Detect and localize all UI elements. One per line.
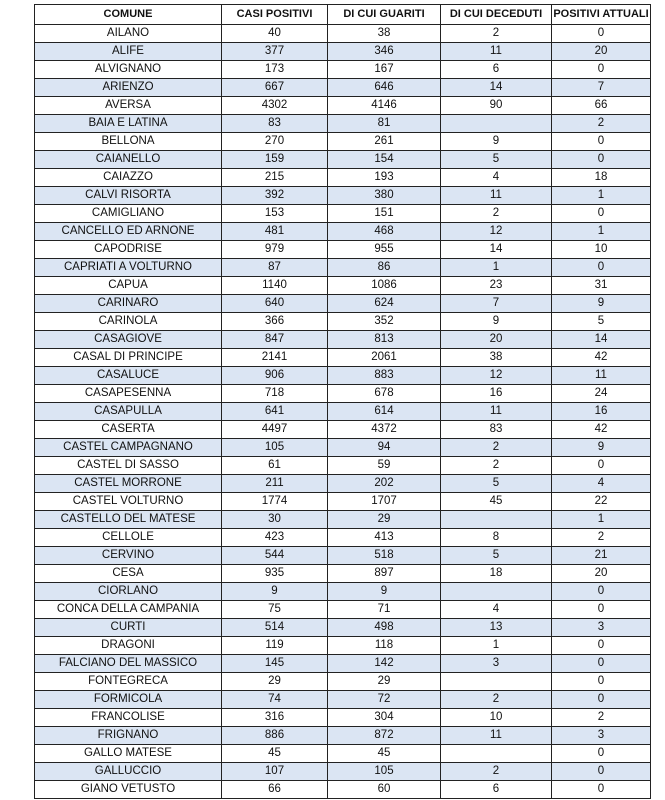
table-row bbox=[35, 511, 651, 529]
header-positivi-attuali: POSITIVI ATTUALI bbox=[552, 5, 651, 25]
cell-positivi-attuali: 16 bbox=[552, 403, 651, 421]
cell-casi-positivi: 270 bbox=[222, 133, 328, 151]
table-row bbox=[35, 673, 651, 691]
cell-deceduti: 10 bbox=[441, 709, 552, 727]
cell-positivi-attuali: 3 bbox=[552, 727, 651, 745]
cell-casi-positivi: 75 bbox=[222, 601, 328, 619]
cell-deceduti: 5 bbox=[441, 151, 552, 169]
header-guariti: DI CUI GUARITI bbox=[328, 5, 441, 25]
table-row bbox=[35, 241, 651, 259]
cell-casi-positivi: 718 bbox=[222, 385, 328, 403]
cell-positivi-attuali: 7 bbox=[552, 79, 651, 97]
cell-casi-positivi: 105 bbox=[222, 439, 328, 457]
table-row bbox=[35, 529, 651, 547]
cell-guariti: 352 bbox=[328, 313, 441, 331]
cell-deceduti: 5 bbox=[441, 475, 552, 493]
cell-positivi-attuali: 0 bbox=[552, 25, 651, 43]
cell-casi-positivi: 979 bbox=[222, 241, 328, 259]
cell-comune: FRANCOLISE bbox=[35, 709, 222, 727]
cell-deceduti: 6 bbox=[441, 781, 552, 799]
table-row bbox=[35, 349, 651, 367]
cell-positivi-attuali: 14 bbox=[552, 331, 651, 349]
cell-guariti: 71 bbox=[328, 601, 441, 619]
cell-comune: FONTEGRECA bbox=[35, 673, 222, 691]
cell-positivi-attuali: 42 bbox=[552, 421, 651, 439]
table-row bbox=[35, 637, 651, 655]
cell-positivi-attuali: 22 bbox=[552, 493, 651, 511]
table-row bbox=[35, 547, 651, 565]
cell-casi-positivi: 544 bbox=[222, 547, 328, 565]
cell-guariti: 38 bbox=[328, 25, 441, 43]
cell-casi-positivi: 2141 bbox=[222, 349, 328, 367]
cell-guariti: 518 bbox=[328, 547, 441, 565]
cell-deceduti: 18 bbox=[441, 565, 552, 583]
cell-guariti: 59 bbox=[328, 457, 441, 475]
cell-comune: GALLUCCIO bbox=[35, 763, 222, 781]
cell-guariti: 1086 bbox=[328, 277, 441, 295]
table-row bbox=[35, 205, 651, 223]
cell-casi-positivi: 61 bbox=[222, 457, 328, 475]
cell-comune: CAIAZZO bbox=[35, 169, 222, 187]
cell-deceduti: 9 bbox=[441, 313, 552, 331]
cell-guariti: 9 bbox=[328, 583, 441, 601]
cell-guariti: 81 bbox=[328, 115, 441, 133]
cell-positivi-attuali: 9 bbox=[552, 439, 651, 457]
table-row bbox=[35, 421, 651, 439]
cell-comune: CAIANELLO bbox=[35, 151, 222, 169]
cell-casi-positivi: 45 bbox=[222, 745, 328, 763]
table-row bbox=[35, 25, 651, 43]
cell-deceduti: 2 bbox=[441, 25, 552, 43]
cell-comune: CARINARO bbox=[35, 295, 222, 313]
table-row bbox=[35, 475, 651, 493]
cell-positivi-attuali: 0 bbox=[552, 781, 651, 799]
cell-deceduti bbox=[441, 583, 552, 601]
cell-comune: CASERTA bbox=[35, 421, 222, 439]
cell-deceduti: 45 bbox=[441, 493, 552, 511]
cell-casi-positivi: 906 bbox=[222, 367, 328, 385]
cell-guariti: 261 bbox=[328, 133, 441, 151]
cell-guariti: 60 bbox=[328, 781, 441, 799]
cell-guariti: 1707 bbox=[328, 493, 441, 511]
table-row bbox=[35, 277, 651, 295]
cell-deceduti: 5 bbox=[441, 547, 552, 565]
cell-deceduti bbox=[441, 115, 552, 133]
cell-comune: ALVIGNANO bbox=[35, 61, 222, 79]
cell-guariti: 413 bbox=[328, 529, 441, 547]
cell-deceduti: 11 bbox=[441, 187, 552, 205]
cell-comune: GIANO VETUSTO bbox=[35, 781, 222, 799]
cell-deceduti: 4 bbox=[441, 169, 552, 187]
cell-positivi-attuali: 1 bbox=[552, 223, 651, 241]
cell-positivi-attuali: 18 bbox=[552, 169, 651, 187]
cell-guariti: 498 bbox=[328, 619, 441, 637]
table-row bbox=[35, 331, 651, 349]
cell-casi-positivi: 87 bbox=[222, 259, 328, 277]
table-row bbox=[35, 187, 651, 205]
cell-guariti: 4372 bbox=[328, 421, 441, 439]
cell-deceduti: 2 bbox=[441, 457, 552, 475]
cell-deceduti: 12 bbox=[441, 223, 552, 241]
cell-deceduti: 14 bbox=[441, 79, 552, 97]
cell-comune: BAIA E LATINA bbox=[35, 115, 222, 133]
cell-comune: CASTEL VOLTURNO bbox=[35, 493, 222, 511]
cell-guariti: 614 bbox=[328, 403, 441, 421]
cell-casi-positivi: 935 bbox=[222, 565, 328, 583]
cell-casi-positivi: 366 bbox=[222, 313, 328, 331]
table-row bbox=[35, 691, 651, 709]
cell-casi-positivi: 153 bbox=[222, 205, 328, 223]
cell-deceduti: 1 bbox=[441, 259, 552, 277]
cell-deceduti: 2 bbox=[441, 205, 552, 223]
table-row bbox=[35, 295, 651, 313]
cell-deceduti: 11 bbox=[441, 43, 552, 61]
cell-positivi-attuali: 0 bbox=[552, 601, 651, 619]
cell-positivi-attuali: 0 bbox=[552, 259, 651, 277]
cell-comune: AVERSA bbox=[35, 97, 222, 115]
table-row bbox=[35, 763, 651, 781]
cell-deceduti: 11 bbox=[441, 403, 552, 421]
table-row bbox=[35, 457, 651, 475]
cell-positivi-attuali: 0 bbox=[552, 61, 651, 79]
cell-comune: CASTEL DI SASSO bbox=[35, 457, 222, 475]
cell-positivi-attuali: 31 bbox=[552, 277, 651, 295]
cell-guariti: 813 bbox=[328, 331, 441, 349]
cell-casi-positivi: 30 bbox=[222, 511, 328, 529]
table-row bbox=[35, 727, 651, 745]
cell-comune: CANCELLO ED ARNONE bbox=[35, 223, 222, 241]
cell-comune: CALVI RISORTA bbox=[35, 187, 222, 205]
cell-casi-positivi: 392 bbox=[222, 187, 328, 205]
cell-comune: CARINOLA bbox=[35, 313, 222, 331]
cell-casi-positivi: 514 bbox=[222, 619, 328, 637]
cell-guariti: 142 bbox=[328, 655, 441, 673]
cell-casi-positivi: 481 bbox=[222, 223, 328, 241]
cell-positivi-attuali: 11 bbox=[552, 367, 651, 385]
cell-positivi-attuali: 0 bbox=[552, 673, 651, 691]
cell-positivi-attuali: 66 bbox=[552, 97, 651, 115]
cell-guariti: 29 bbox=[328, 673, 441, 691]
table-row bbox=[35, 493, 651, 511]
table-row bbox=[35, 223, 651, 241]
table-row bbox=[35, 115, 651, 133]
cell-comune: CASAGIOVE bbox=[35, 331, 222, 349]
table-row bbox=[35, 565, 651, 583]
table-row bbox=[35, 169, 651, 187]
cell-guariti: 646 bbox=[328, 79, 441, 97]
cell-deceduti: 8 bbox=[441, 529, 552, 547]
cell-deceduti: 3 bbox=[441, 655, 552, 673]
table-row bbox=[35, 97, 651, 115]
table-row bbox=[35, 259, 651, 277]
cell-comune: CAPUA bbox=[35, 277, 222, 295]
cell-guariti: 154 bbox=[328, 151, 441, 169]
cell-positivi-attuali: 0 bbox=[552, 655, 651, 673]
cell-deceduti: 13 bbox=[441, 619, 552, 637]
cell-casi-positivi: 377 bbox=[222, 43, 328, 61]
cell-guariti: 72 bbox=[328, 691, 441, 709]
cell-casi-positivi: 159 bbox=[222, 151, 328, 169]
cell-positivi-attuali: 21 bbox=[552, 547, 651, 565]
cell-guariti: 45 bbox=[328, 745, 441, 763]
table-row bbox=[35, 583, 651, 601]
cell-deceduti: 16 bbox=[441, 385, 552, 403]
cell-casi-positivi: 119 bbox=[222, 637, 328, 655]
cell-deceduti: 2 bbox=[441, 763, 552, 781]
cell-positivi-attuali: 4 bbox=[552, 475, 651, 493]
cell-guariti: 468 bbox=[328, 223, 441, 241]
cell-deceduti: 20 bbox=[441, 331, 552, 349]
cell-casi-positivi: 66 bbox=[222, 781, 328, 799]
cell-guariti: 955 bbox=[328, 241, 441, 259]
cell-comune: CURTI bbox=[35, 619, 222, 637]
cell-casi-positivi: 29 bbox=[222, 673, 328, 691]
cell-comune: CASALUCE bbox=[35, 367, 222, 385]
table-row bbox=[35, 745, 651, 763]
cell-deceduti: 11 bbox=[441, 727, 552, 745]
cell-guariti: 678 bbox=[328, 385, 441, 403]
cell-guariti: 883 bbox=[328, 367, 441, 385]
cell-comune: DRAGONI bbox=[35, 637, 222, 655]
cell-guariti: 151 bbox=[328, 205, 441, 223]
cell-casi-positivi: 641 bbox=[222, 403, 328, 421]
cell-comune: CAPODRISE bbox=[35, 241, 222, 259]
header-deceduti: DI CUI DECEDUTI bbox=[441, 5, 552, 25]
cell-guariti: 380 bbox=[328, 187, 441, 205]
cell-deceduti: 83 bbox=[441, 421, 552, 439]
cell-guariti: 4146 bbox=[328, 97, 441, 115]
cell-positivi-attuali: 0 bbox=[552, 205, 651, 223]
cell-deceduti: 14 bbox=[441, 241, 552, 259]
cell-positivi-attuali: 0 bbox=[552, 133, 651, 151]
cell-comune: BELLONA bbox=[35, 133, 222, 151]
cell-deceduti: 9 bbox=[441, 133, 552, 151]
cell-casi-positivi: 83 bbox=[222, 115, 328, 133]
cell-comune: CASAPESENNA bbox=[35, 385, 222, 403]
cell-positivi-attuali: 10 bbox=[552, 241, 651, 259]
cell-positivi-attuali: 3 bbox=[552, 619, 651, 637]
cell-positivi-attuali: 0 bbox=[552, 457, 651, 475]
cell-guariti: 193 bbox=[328, 169, 441, 187]
cell-casi-positivi: 4497 bbox=[222, 421, 328, 439]
cell-positivi-attuali: 5 bbox=[552, 313, 651, 331]
cell-casi-positivi: 667 bbox=[222, 79, 328, 97]
cell-casi-positivi: 316 bbox=[222, 709, 328, 727]
cell-casi-positivi: 423 bbox=[222, 529, 328, 547]
cell-positivi-attuali: 24 bbox=[552, 385, 651, 403]
cell-casi-positivi: 1774 bbox=[222, 493, 328, 511]
table-row bbox=[35, 403, 651, 421]
cell-comune: FALCIANO DEL MASSICO bbox=[35, 655, 222, 673]
table-row bbox=[35, 601, 651, 619]
table-body bbox=[35, 25, 651, 799]
cell-guariti: 624 bbox=[328, 295, 441, 313]
table-row bbox=[35, 655, 651, 673]
cell-casi-positivi: 173 bbox=[222, 61, 328, 79]
cell-positivi-attuali: 42 bbox=[552, 349, 651, 367]
cell-guariti: 2061 bbox=[328, 349, 441, 367]
cell-positivi-attuali: 0 bbox=[552, 637, 651, 655]
cell-casi-positivi: 107 bbox=[222, 763, 328, 781]
cell-deceduti: 4 bbox=[441, 601, 552, 619]
covid-table bbox=[34, 4, 651, 799]
cell-positivi-attuali: 9 bbox=[552, 295, 651, 313]
table-row bbox=[35, 79, 651, 97]
cell-guariti: 94 bbox=[328, 439, 441, 457]
cell-positivi-attuali: 2 bbox=[552, 115, 651, 133]
cell-guariti: 872 bbox=[328, 727, 441, 745]
cell-comune: CAPRIATI A VOLTURNO bbox=[35, 259, 222, 277]
cell-deceduti: 6 bbox=[441, 61, 552, 79]
cell-positivi-attuali: 20 bbox=[552, 565, 651, 583]
header-casi-positivi: CASI POSITIVI bbox=[222, 5, 328, 25]
cell-comune: GALLO MATESE bbox=[35, 745, 222, 763]
cell-comune: CASTEL MORRONE bbox=[35, 475, 222, 493]
cell-positivi-attuali: 0 bbox=[552, 745, 651, 763]
cell-casi-positivi: 74 bbox=[222, 691, 328, 709]
cell-deceduti: 12 bbox=[441, 367, 552, 385]
cell-positivi-attuali: 2 bbox=[552, 709, 651, 727]
table-row bbox=[35, 133, 651, 151]
cell-casi-positivi: 4302 bbox=[222, 97, 328, 115]
cell-casi-positivi: 886 bbox=[222, 727, 328, 745]
cell-guariti: 202 bbox=[328, 475, 441, 493]
cell-positivi-attuali: 0 bbox=[552, 691, 651, 709]
header-comune: COMUNE bbox=[35, 5, 222, 25]
table-row bbox=[35, 61, 651, 79]
cell-comune: CASAPULLA bbox=[35, 403, 222, 421]
cell-deceduti: 1 bbox=[441, 637, 552, 655]
table-row bbox=[35, 385, 651, 403]
cell-comune: CASAL DI PRINCIPE bbox=[35, 349, 222, 367]
cell-positivi-attuali: 2 bbox=[552, 529, 651, 547]
cell-comune: CONCA DELLA CAMPANIA bbox=[35, 601, 222, 619]
table-row bbox=[35, 313, 651, 331]
header-row bbox=[35, 5, 651, 25]
cell-guariti: 167 bbox=[328, 61, 441, 79]
table-row bbox=[35, 709, 651, 727]
cell-comune: CASTEL CAMPAGNANO bbox=[35, 439, 222, 457]
cell-guariti: 29 bbox=[328, 511, 441, 529]
cell-deceduti bbox=[441, 745, 552, 763]
cell-positivi-attuali: 0 bbox=[552, 763, 651, 781]
covid-data-sheet bbox=[34, 4, 650, 799]
cell-deceduti: 2 bbox=[441, 439, 552, 457]
cell-comune: FRIGNANO bbox=[35, 727, 222, 745]
cell-casi-positivi: 211 bbox=[222, 475, 328, 493]
cell-deceduti: 90 bbox=[441, 97, 552, 115]
cell-guariti: 118 bbox=[328, 637, 441, 655]
cell-deceduti: 2 bbox=[441, 691, 552, 709]
cell-casi-positivi: 1140 bbox=[222, 277, 328, 295]
cell-guariti: 346 bbox=[328, 43, 441, 61]
cell-comune: AILANO bbox=[35, 25, 222, 43]
cell-casi-positivi: 215 bbox=[222, 169, 328, 187]
cell-positivi-attuali: 1 bbox=[552, 511, 651, 529]
cell-deceduti bbox=[441, 673, 552, 691]
table-row bbox=[35, 43, 651, 61]
cell-deceduti: 38 bbox=[441, 349, 552, 367]
cell-casi-positivi: 145 bbox=[222, 655, 328, 673]
table-row bbox=[35, 439, 651, 457]
table-row bbox=[35, 367, 651, 385]
cell-comune: CERVINO bbox=[35, 547, 222, 565]
cell-casi-positivi: 847 bbox=[222, 331, 328, 349]
cell-positivi-attuali: 0 bbox=[552, 151, 651, 169]
cell-casi-positivi: 40 bbox=[222, 25, 328, 43]
cell-guariti: 86 bbox=[328, 259, 441, 277]
cell-positivi-attuali: 20 bbox=[552, 43, 651, 61]
table-row bbox=[35, 619, 651, 637]
cell-guariti: 897 bbox=[328, 565, 441, 583]
cell-guariti: 105 bbox=[328, 763, 441, 781]
cell-deceduti bbox=[441, 511, 552, 529]
cell-comune: CAMIGLIANO bbox=[35, 205, 222, 223]
cell-positivi-attuali: 0 bbox=[552, 583, 651, 601]
cell-comune: CESA bbox=[35, 565, 222, 583]
cell-comune: ARIENZO bbox=[35, 79, 222, 97]
cell-deceduti: 23 bbox=[441, 277, 552, 295]
cell-casi-positivi: 640 bbox=[222, 295, 328, 313]
cell-guariti: 304 bbox=[328, 709, 441, 727]
cell-deceduti: 7 bbox=[441, 295, 552, 313]
cell-comune: ALIFE bbox=[35, 43, 222, 61]
table-row bbox=[35, 781, 651, 799]
cell-comune: CASTELLO DEL MATESE bbox=[35, 511, 222, 529]
cell-comune: FORMICOLA bbox=[35, 691, 222, 709]
cell-casi-positivi: 9 bbox=[222, 583, 328, 601]
cell-comune: CIORLANO bbox=[35, 583, 222, 601]
table-row bbox=[35, 151, 651, 169]
cell-positivi-attuali: 1 bbox=[552, 187, 651, 205]
cell-comune: CELLOLE bbox=[35, 529, 222, 547]
